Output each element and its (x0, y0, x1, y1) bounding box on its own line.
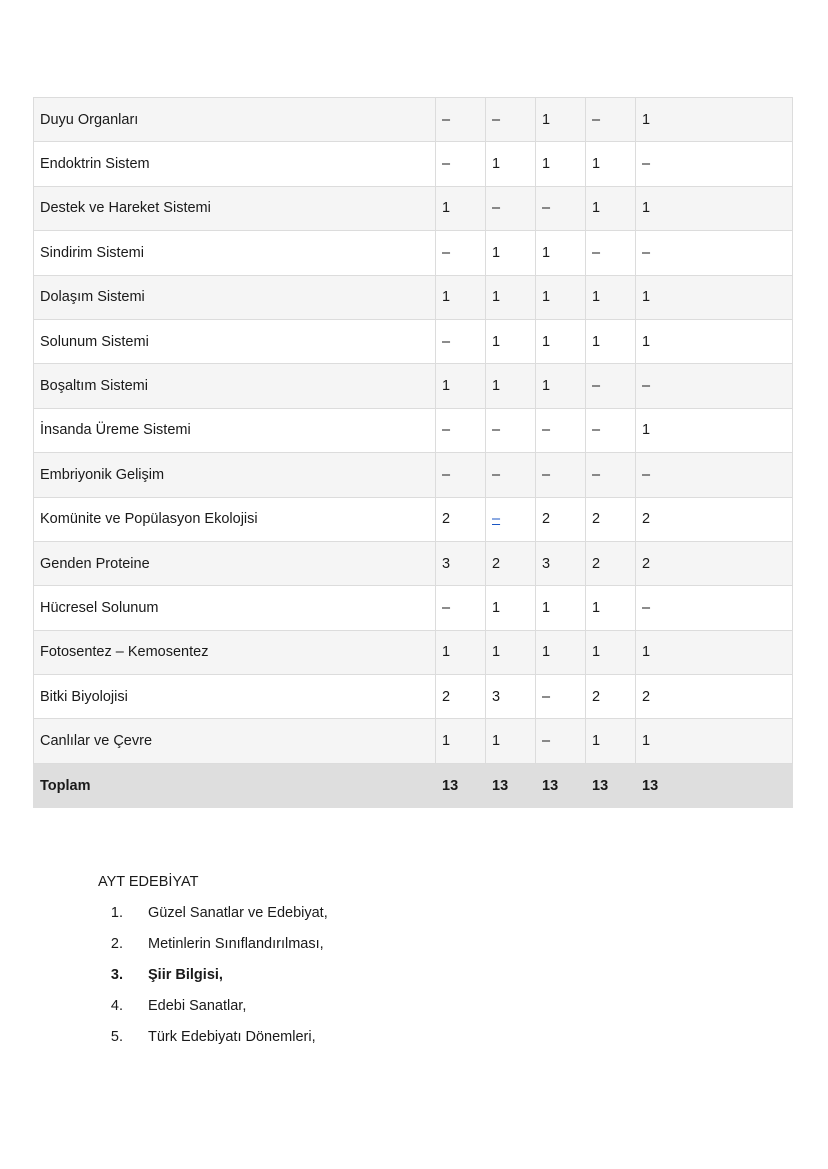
topic-question-table (33, 97, 793, 808)
list-text: Şiir Bilgisi, (148, 967, 223, 983)
list-number: 5. (110, 1029, 123, 1045)
count-cell: – (636, 453, 793, 497)
count-cell: 1 (586, 275, 636, 319)
topic-name: Boşaltım Sistemi (34, 364, 436, 408)
list-number: 3. (110, 967, 123, 983)
count-cell: 1 (486, 319, 536, 363)
count-cell: 2 (436, 497, 486, 541)
table-row (34, 275, 793, 319)
table-row (34, 541, 793, 585)
count-cell: 3 (436, 541, 486, 585)
count-cell-link[interactable] (486, 497, 536, 541)
list-item (98, 933, 328, 964)
list-text: Güzel Sanatlar ve Edebiyat, (148, 905, 328, 921)
section-title: AYT EDEBİYAT (98, 874, 199, 890)
count-cell: – (586, 408, 636, 452)
count-cell: – (586, 231, 636, 275)
count-cell: – (486, 98, 536, 142)
count-cell: – (436, 319, 486, 363)
count-cell: 1 (536, 98, 586, 142)
count-cell: – (436, 231, 486, 275)
topic-name: İnsanda Üreme Sistemi (34, 408, 436, 452)
count-cell: 1 (586, 630, 636, 674)
total-cell: 13 (586, 763, 636, 807)
count-cell: 2 (586, 497, 636, 541)
table-row (34, 231, 793, 275)
topic-name: Embriyonik Gelişim (34, 453, 436, 497)
topic-name: Canlılar ve Çevre (34, 719, 436, 763)
topic-name: Fotosentez – Kemosentez (34, 630, 436, 674)
topic-name: Bitki Biyolojisi (34, 675, 436, 719)
count-cell: 1 (486, 231, 536, 275)
table-row (34, 186, 793, 230)
count-cell: – (536, 675, 586, 719)
count-cell: 2 (636, 675, 793, 719)
count-cell: – (536, 186, 586, 230)
table-row (34, 719, 793, 763)
count-cell: 2 (586, 675, 636, 719)
count-cell: – (636, 231, 793, 275)
count-cell: – (586, 364, 636, 408)
count-cell: – (636, 364, 793, 408)
count-cell: – (536, 719, 586, 763)
total-cell: 13 (636, 763, 793, 807)
count-cell: 1 (436, 275, 486, 319)
count-cell: 1 (586, 186, 636, 230)
list-text: Edebi Sanatlar, (148, 998, 247, 1014)
total-row (34, 763, 793, 807)
count-cell: 1 (436, 719, 486, 763)
count-cell: 1 (586, 319, 636, 363)
count-cell: 1 (536, 319, 586, 363)
topic-name: Hücresel Solunum (34, 586, 436, 630)
count-cell: 1 (586, 586, 636, 630)
count-cell: – (436, 586, 486, 630)
table-row (34, 319, 793, 363)
list-item (98, 964, 328, 995)
topic-name: Endoktrin Sistem (34, 142, 436, 186)
count-cell: 1 (436, 186, 486, 230)
count-cell: 2 (636, 541, 793, 585)
topic-name: Dolaşım Sistemi (34, 275, 436, 319)
topic-name: Solunum Sistemi (34, 319, 436, 363)
topic-name: Komünite ve Popülasyon Ekolojisi (34, 497, 436, 541)
count-cell: – (536, 453, 586, 497)
count-cell: 1 (586, 142, 636, 186)
count-cell: – (486, 186, 536, 230)
count-cell: 1 (536, 630, 586, 674)
table-row (34, 98, 793, 142)
table-row (34, 497, 793, 541)
list-text: Metinlerin Sınıflandırılması, (148, 936, 324, 952)
count-cell: 1 (636, 319, 793, 363)
count-cell: 1 (536, 231, 586, 275)
list-number: 1. (110, 905, 123, 921)
count-cell: 1 (436, 630, 486, 674)
count-cell: 1 (486, 142, 536, 186)
count-cell: 1 (586, 719, 636, 763)
count-cell: 1 (536, 586, 586, 630)
count-cell: – (636, 586, 793, 630)
ayt-edebiyat-section (98, 871, 328, 1057)
count-cell: 1 (486, 719, 536, 763)
table-row (34, 408, 793, 452)
count-cell: – (436, 98, 486, 142)
total-cell: 13 (486, 763, 536, 807)
count-cell: 3 (536, 541, 586, 585)
count-cell: 1 (536, 142, 586, 186)
count-cell: 1 (636, 98, 793, 142)
count-cell: 1 (486, 364, 536, 408)
count-cell: – (636, 142, 793, 186)
count-cell: 1 (636, 408, 793, 452)
count-cell: 1 (486, 630, 536, 674)
total-label: Toplam (34, 763, 436, 807)
count-cell: 1 (486, 275, 536, 319)
table-row (34, 453, 793, 497)
count-cell: 1 (536, 364, 586, 408)
list-number: 2. (110, 936, 123, 952)
topic-name: Sindirim Sistemi (34, 231, 436, 275)
list-item (98, 1026, 328, 1057)
count-cell: 2 (536, 497, 586, 541)
count-cell: – (586, 453, 636, 497)
table-row (34, 586, 793, 630)
count-cell: 2 (586, 541, 636, 585)
count-cell: 1 (536, 275, 586, 319)
topic-name: Genden Proteine (34, 541, 436, 585)
count-cell: – (486, 408, 536, 452)
count-cell: 2 (436, 675, 486, 719)
count-cell: 2 (486, 541, 536, 585)
topic-name: Duyu Organları (34, 98, 436, 142)
count-cell: 2 (636, 497, 793, 541)
topic-list (98, 902, 328, 1057)
table-row (34, 142, 793, 186)
count-cell: – (586, 98, 636, 142)
count-cell: – (436, 408, 486, 452)
table-row (34, 675, 793, 719)
count-cell: 3 (486, 675, 536, 719)
count-cell: 1 (636, 719, 793, 763)
count-cell: 1 (636, 630, 793, 674)
list-item (98, 902, 328, 933)
dash-link[interactable]: – (492, 511, 501, 528)
count-cell: – (486, 453, 536, 497)
count-cell: 1 (486, 586, 536, 630)
count-cell: – (536, 408, 586, 452)
list-number: 4. (110, 998, 123, 1014)
table-row (34, 364, 793, 408)
list-item (98, 995, 328, 1026)
table-row (34, 630, 793, 674)
total-cell: 13 (436, 763, 486, 807)
count-cell: – (436, 453, 486, 497)
count-cell: 1 (636, 275, 793, 319)
count-cell: – (436, 142, 486, 186)
topic-name: Destek ve Hareket Sistemi (34, 186, 436, 230)
count-cell: 1 (636, 186, 793, 230)
total-cell: 13 (536, 763, 586, 807)
count-cell: 1 (436, 364, 486, 408)
list-text: Türk Edebiyatı Dönemleri, (148, 1029, 316, 1045)
